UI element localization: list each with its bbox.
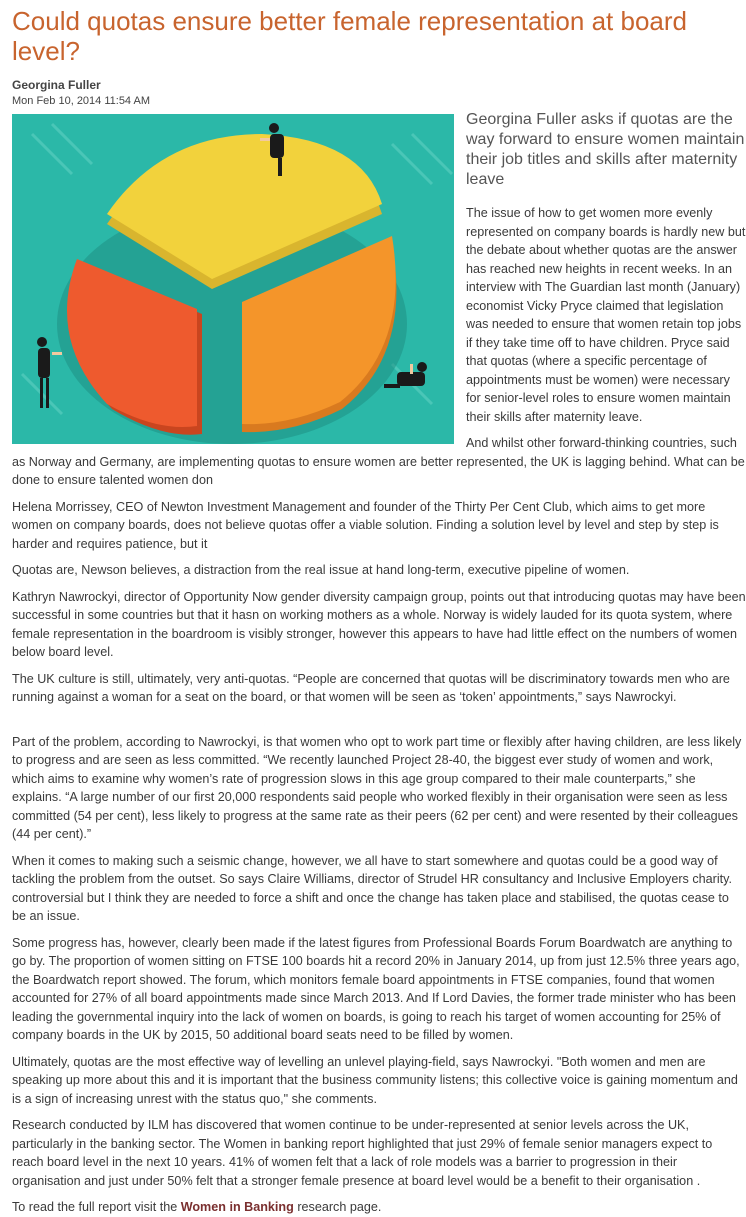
paragraph-6: The UK culture is still, ultimately, very anti-quotas. “People are concerned that quotas will be discriminatory towards men who are running against a woman for a seat on the board, or that women will be seen as ‘token’ appointments,” says Nawrockyi. (12, 671, 730, 704)
spacer (12, 715, 746, 733)
author-name: Georgina Fuller (12, 78, 101, 92)
paragraph-9: Some progress has, however, clearly been made if the latest figures from Professional Boards Forum Boardwatch are anything to go by. The proportion of women sitting on FTSE 100 boards hit a record 20% in January 2014, up from just 12.5% three years ago, the Boardwatch report showed. The forum, which monitors female board appointments in FTSE companies, found that women accounted for 27% of all board appointments made since March 2013. And If Lord Davies, the former trade minister who has been leading the governmental inquiry into the lack of women on boards, is going to reach his target of women accounting for 25% of company boards in the UK by 2015, 50 additional board seats need to be filled by women. (12, 935, 740, 1042)
paragraph-11: Research conducted by ILM has discovered that women continue to be under-represented at senior levels across the UK, particularly in the banking sector. The Women in banking report highlighted that just 29% of female senior managers expect to reach board level in the next 10 years. 41% of women felt that a lack of role models was a barrier to progression in their organisation and just under 50% felt that a stronger female presence at board level would be a benefit to their organisation . (12, 1118, 713, 1188)
publish-date: Mon Feb 10, 2014 11:54 AM (12, 95, 150, 107)
article-illustration (12, 114, 454, 444)
women-in-banking-link[interactable]: Women in Banking (180, 1200, 294, 1214)
paragraph-7: Part of the problem, according to Nawrockyi, is that women who opt to work part time or flexibly after having children, are less likely to progress and are seen as less committed. “We recently launched Project 28-40, the biggest ever study of women and work, which aims to examine why women’s rate of progression slows in this age group compared to their male counterparts,” she explains. “A large number of our first 20,000 respondents said people who worked flexibly in their organisation were seen as less committed (54 per cent), less likely to progress at the same rate as their peers (62 per cent) and were resented by their colleagues (44 per cent).” (12, 734, 742, 841)
paragraph-4: Quotas are, Newson believes, a distraction from the real issue at hand long-term, executive pipeline of women. (12, 563, 630, 577)
paragraph-5: Kathryn Nawrockyi, director of Opportunity Now gender diversity campaign group, points out that introducing quotas may have been successful in some countries but that it hasn on working mothers as a whole. Norway is widely lauded for its quota system, where female representation in the boardroom is visibly stronger, however this appears to have had little effect on the numbers of women below board level. (12, 589, 746, 659)
paragraph-10: Ultimately, quotas are the most effective way of levelling an unlevel playing-field, says Nawrockyi. "Both women and men are speaking up more about this and it is important that the business community listens; this collective voice is gaining momentum and is a sign of increasing unrest with the status quo," she comments. (12, 1054, 738, 1106)
article-title: Could quotas ensure better female representation at board level? (12, 6, 687, 66)
paragraph-2: And whilst other forward-thinking countries, such as Norway and Germany, are implementing quotas to ensure women are better represented, the UK is lagging behind. What can be done to ensure talented women don (12, 436, 745, 487)
last-line-after: research page. (293, 1200, 382, 1214)
paragraph-1: The issue of how to get women more evenly represented on company boards is hardly new but the debate about whether quotas are the answer has reached new heights in recent weeks. In an interview with The Guardian last month (January) economist Vicky Pryce claimed that legislation was needed to ensure that women retain top jobs if they take time off to have children. Pryce said that quotas (where a specific percentage of appointments must be women) were necessary for senior-level roles to ensure women maintain their skills after maternity leave. (466, 206, 746, 424)
article-subtitle: Georgina Fuller asks if quotas are the way forward to ensure women maintain their job titles and skills after maternity leave (466, 111, 745, 188)
pie-chart-women-illustration (12, 114, 454, 444)
paragraph-last (12, 1198, 746, 1217)
paragraph-3: Helena Morrissey, CEO of Newton Investment Management and founder of the Thirty Per Cent Club, which aims to get more women on company boards, does not believe quotas offer a viable solution. Finding a solution level by level and step by step is harder and requires patience, but it (12, 499, 719, 551)
paragraph-8: When it comes to making such a seismic change, however, we all have to start somewhere and quotas could be a good way of tackling the problem from the outset. So says Claire Williams, director of Strudel HR consultancy and Inclusive Employers charity. controversial but I think they are needed to force a shift and once the change has taken place and stabilised, the quotas cease to be an issue. (12, 853, 732, 923)
last-line-before: To read the full report visit the (12, 1200, 181, 1214)
